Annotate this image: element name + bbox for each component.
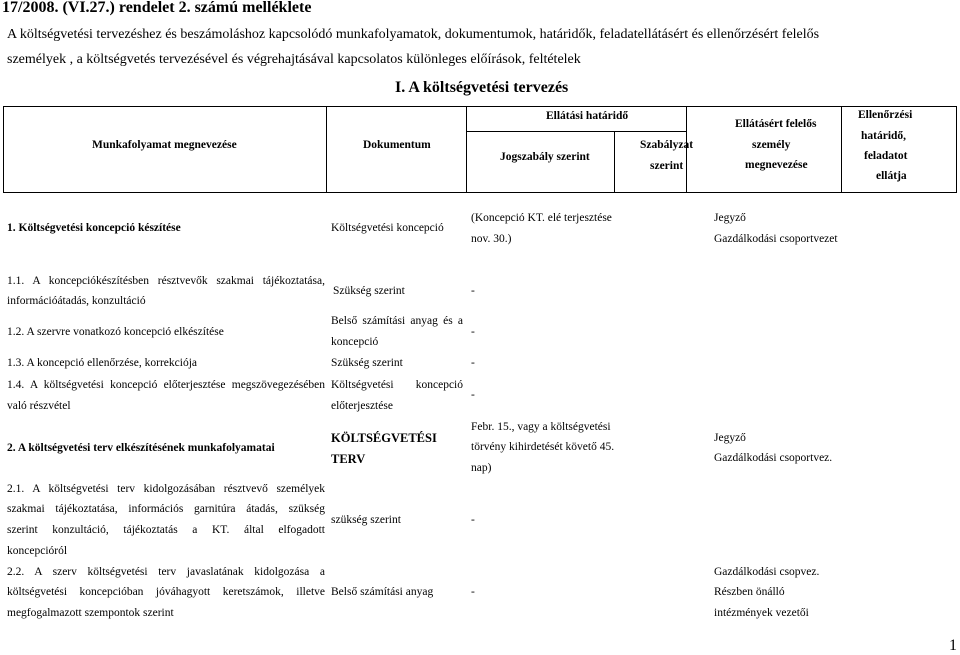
row2-2-document: Belső számítási anyag	[331, 586, 434, 598]
row1-4-document-2: előterjesztése	[331, 400, 393, 412]
row1-3-document: Szükség szerint	[331, 357, 403, 369]
header-deadline-group: Ellátási határidő	[546, 110, 629, 122]
row2-2-workflow-1: 2.2. A szerv költségvetési terv javaslatának kidolgozása a	[7, 566, 325, 578]
row2-document-1: KÖLTSÉGVETÉSI	[331, 431, 437, 445]
row2-1-workflow-3: szerint konzultáció, tájékoztatás a KT. által elfogadott	[7, 524, 325, 536]
row2-2-resp-3: intézmények vezetői	[714, 607, 809, 619]
row1-resp-2: Gazdálkodási csoportvezet	[714, 233, 838, 245]
page-number: 1	[949, 637, 957, 654]
row1-2-workflow: 1.2. A szervre vonatkozó koncepció elkészítése	[7, 326, 224, 338]
row2-2-workflow-2: költségvetési koncepcióban jóváhagyott keretszámok, illetve	[7, 586, 325, 598]
row1-resp-1: Jegyző	[714, 212, 746, 224]
header-responsible: Ellátásért felelős	[735, 118, 817, 130]
row2-1-dash: -	[471, 514, 475, 526]
row1-3-workflow: 1.3. A koncepció ellenőrzése, korrekciója	[7, 357, 197, 369]
row2-2-workflow-3: megfogalmazott szempontok szerint	[7, 607, 174, 619]
section-title: I. A költségvetési tervezés	[395, 79, 569, 96]
header-by-law: Jogszabály szerint	[500, 151, 590, 163]
row2-workflow: 2. A költségvetési terv elkészítésének munkafolyamatai	[7, 442, 275, 454]
row2-1-workflow-4: koncepcióról	[7, 545, 68, 557]
header-control-3: feladatot	[864, 150, 908, 162]
header-document: Dokumentum	[363, 139, 431, 151]
document-title: 17/2008. (VI.27.) rendelet 2. számú melléklete	[2, 0, 312, 16]
row1-document: Költségvetési koncepció	[331, 222, 444, 234]
row1-workflow: 1. Költségvetési koncepció készítése	[7, 222, 181, 234]
row1-1-workflow-1: 1.1. A koncepciókészítésben résztvevők szakmai tájékoztatása,	[7, 275, 325, 287]
header-control-4: ellátja	[876, 170, 907, 182]
header-control: Ellenőrzési	[858, 109, 913, 121]
row1-1-document: Szükség szerint	[333, 285, 405, 297]
row2-law-1: Febr. 15., vagy a költségvetési	[471, 421, 611, 433]
row2-1-workflow-2: szakmai tájékoztatása, információs garnitúra átadás, szükség	[7, 503, 325, 515]
header-responsible-3: megnevezése	[745, 159, 808, 171]
row2-2-resp-1: Gazdálkodási csopvez.	[714, 566, 820, 578]
header-workflow: Munkafolyamat megnevezése	[92, 139, 237, 151]
header-by-rules-2: szerint	[650, 160, 684, 172]
row2-1-document: szükség szerint	[331, 514, 401, 526]
intro-line-1: A költségvetési tervezéshez és beszámoláshoz kapcsolódó munkafolyamatok, dokumentumok, határidők, feladatellátásért és ellenőrzésért felelős	[7, 27, 820, 42]
row2-law-2: törvény kihirdetését követő 45.	[471, 441, 615, 453]
row1-4-document-1: Költségvetési koncepció	[331, 379, 463, 391]
intro-line-2: személyek , a költségvetés tervezésével és végrehajtásával kapcsolatos különleges előírások, feltételek	[7, 52, 581, 67]
row1-law-2: nov. 30.)	[471, 233, 512, 245]
header-responsible-2: személy	[752, 139, 791, 151]
row1-law-1: (Koncepció KT. elé terjesztése	[471, 212, 612, 224]
row2-resp-1: Jegyző	[714, 432, 746, 444]
row1-4-dash: -	[471, 389, 475, 401]
row1-2-dash: -	[471, 326, 475, 338]
row1-1-dash: -	[471, 285, 475, 297]
row2-1-workflow-1: 2.1. A költségvetési terv kidolgozásában résztvevő személyek	[7, 483, 325, 495]
header-control-2: határidő,	[861, 130, 907, 142]
row1-4-workflow-1: 1.4. A költségvetési koncepció előterjesztése megszövegezésében	[7, 379, 325, 391]
row1-4-workflow-2: való részvétel	[7, 400, 71, 412]
row1-2-document-1: Belső számítási anyag és a	[331, 315, 463, 327]
row2-2-dash: -	[471, 586, 475, 598]
header-by-rules: Szabályzat	[640, 139, 694, 151]
row2-resp-2: Gazdálkodási csoportvez.	[714, 452, 833, 464]
row2-2-resp-2: Részben önálló	[714, 586, 785, 598]
row1-1-workflow-2: információátadás, konzultáció	[7, 295, 146, 307]
row2-law-3: nap)	[471, 462, 492, 474]
row1-3-dash: -	[471, 357, 475, 369]
row1-2-document-2: koncepció	[331, 336, 379, 348]
row2-document-2: TERV	[331, 452, 366, 466]
